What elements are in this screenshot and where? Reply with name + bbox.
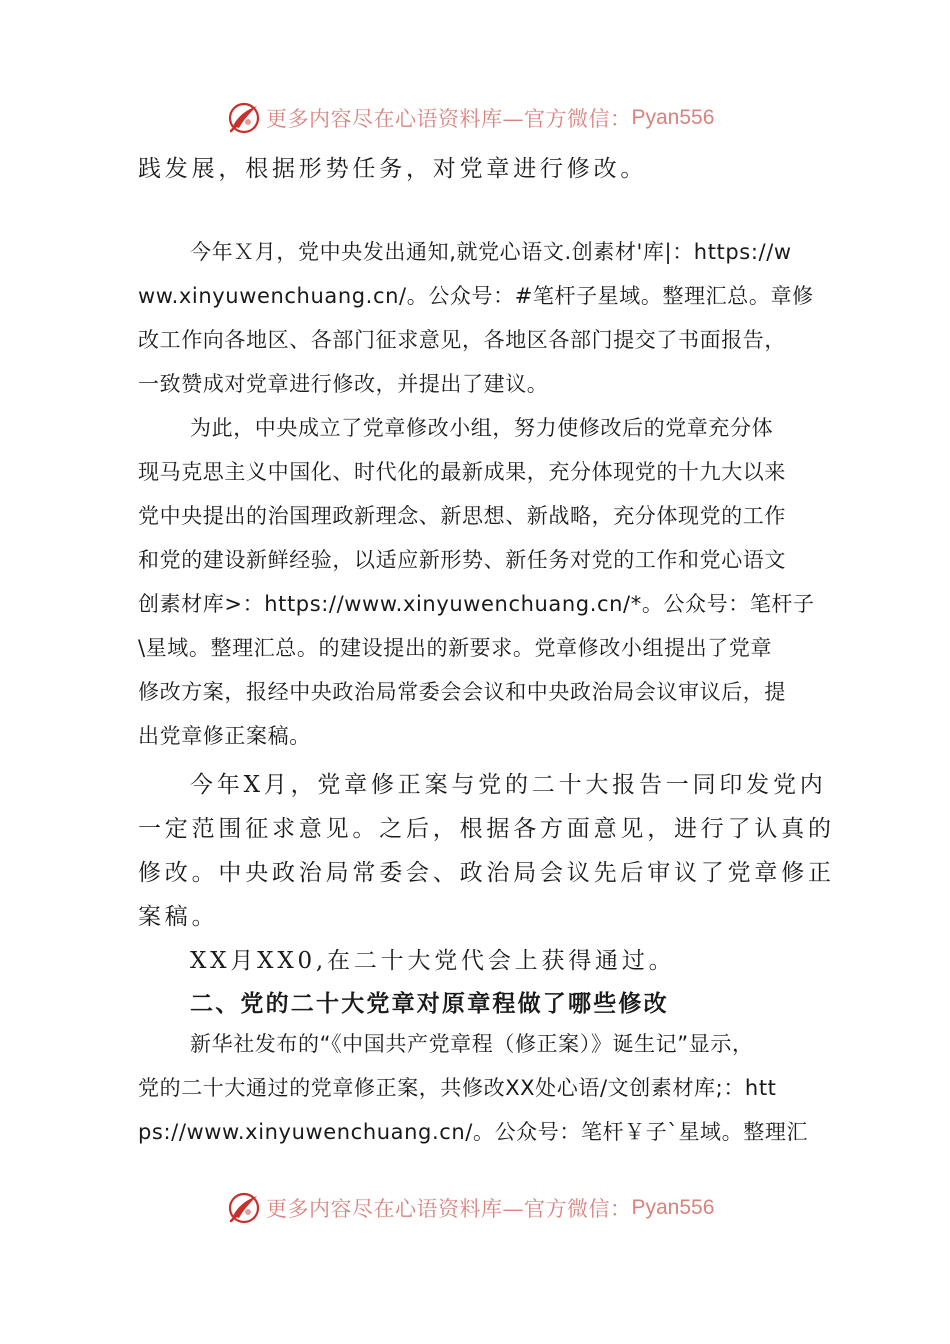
text-line: 今年X月，党章修正案与党的二十大报告一同印发党内 — [190, 772, 827, 798]
text-line: 现马克思主义中国化、时代化的最新成果，充分体现党的十九大以来 — [138, 460, 786, 484]
text-line: 一定范围征求意见。之后，根据各方面意见，进行了认真的 — [138, 816, 835, 842]
text-line: 和党的建设新鲜经验，以适应新形势、新任务对党的工作和党心语文 — [138, 548, 786, 572]
text-line: \星域。整理汇总。的建设提出的新要求。党章修改小组提出了党章 — [138, 636, 773, 660]
brush-logo-icon — [226, 100, 262, 136]
text-line: 出党章修正案稿。 — [138, 724, 311, 748]
footer-banner-wechat-id: Pyan556 — [631, 1196, 715, 1219]
text-line: 改工作向各地区、各部门征求意见，各地区各部门提交了书面报告， — [138, 328, 786, 352]
text-line: 创素材库>：https://www.xinyuwenchuang.cn/*。公众号：笔杆子 — [138, 592, 815, 616]
footer-watermark-banner — [226, 1188, 746, 1228]
header-watermark-banner — [226, 98, 746, 138]
text-line: 践发展，根据形势任务，对党章进行修改。 — [138, 156, 648, 182]
section-heading: 二、党的二十大党章对原章程做了哪些修改 — [190, 991, 669, 1017]
text-line: XX月XX0,在二十大党代会上获得通过。 — [190, 948, 676, 974]
text-line: ww.xinyuwenchuang.cn/。公众号：#笔杆子星域。整理汇总。章修 — [138, 284, 814, 308]
text-line: 党的二十大通过的党章修正案，共修改XX处心语/文创素材库;：htt — [138, 1076, 777, 1100]
text-line: 新华社发布的“《中国共产党章程（修正案）》诞生记”显示， — [190, 1032, 754, 1056]
header-banner-text: 更多内容尽在心语资料库—官方微信： — [266, 107, 632, 131]
text-line: 修改方案，报经中央政治局常委会会议和中央政治局会议审议后，提 — [138, 680, 786, 704]
text-line: 今年Ｘ月，党中央发出通知,就党心语文.创素材'库|：https://w — [190, 240, 792, 264]
text-line: ps://www.xinyuwenchuang.cn/。公众号：笔杆￥子`星域。整理汇 — [138, 1120, 809, 1144]
text-line: 为此，中央成立了党章修改小组，努力使修改后的党章充分体 — [190, 416, 774, 440]
header-banner-wechat-id: Pyan556 — [631, 106, 715, 129]
text-line: 一致赞成对党章进行修改，并提出了建议。 — [138, 372, 549, 396]
text-line: 党中央提出的治国理政新理念、新思想、新战略，充分体现党的工作 — [138, 504, 786, 528]
text-line: 案稿。 — [138, 904, 219, 930]
footer-banner-text: 更多内容尽在心语资料库—官方微信： — [266, 1197, 632, 1221]
text-line: 修改。中央政治局常委会、政治局会议先后审议了党章修正 — [138, 860, 835, 886]
brush-logo-icon — [226, 1190, 262, 1226]
